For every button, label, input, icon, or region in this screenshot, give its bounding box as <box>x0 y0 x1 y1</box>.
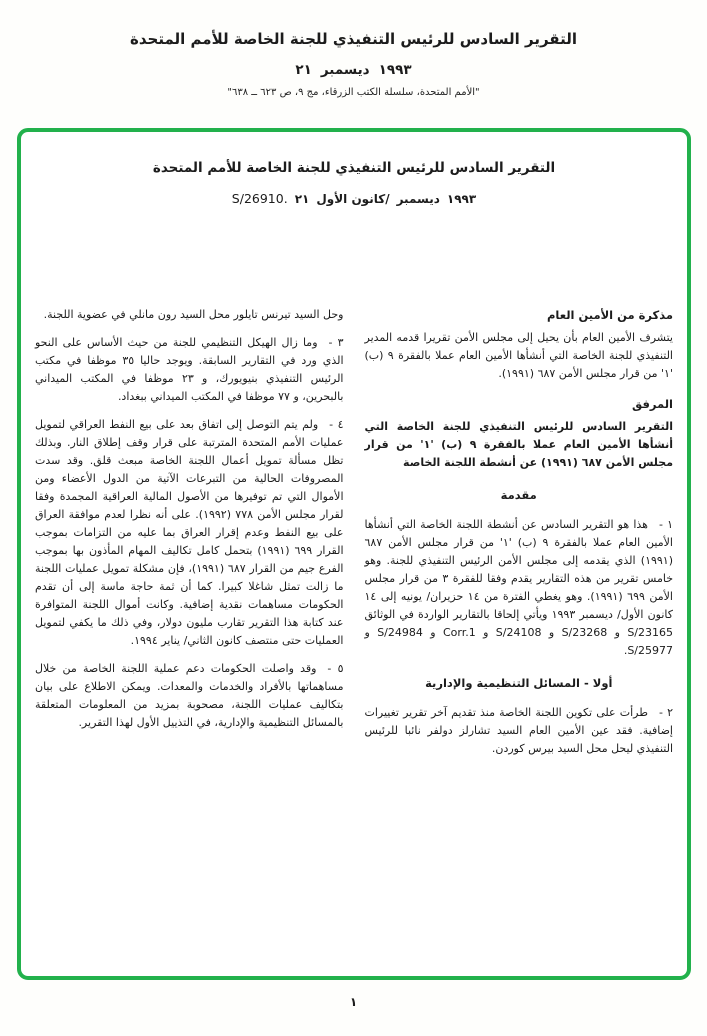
paragraph-3: ٣ - وما زال الهيكل التنظيمي للجنة من حيث الأساس على النحو الذي ورد في التقارير السابقة. ويوجد حاليا ٣٥ موظفا في مكتب الرئيس التنفيذي بنيويورك، و ٢٣ موظفا في المكتب الميداني بالبحرين، و ٧٧ موظفا في المكتب الميداني ببغداد. <box>35 336 344 403</box>
doc-title: التقرير السادس للرئيس التنفيذي للجنة الخاصة للأمم المتحدة <box>152 160 556 176</box>
doc-date-month-alt: ديسمبر <box>396 192 440 206</box>
header-title: التقرير السادس للرئيس التنفيذي للجنة الخاصة للأمم المتحدة <box>130 30 577 48</box>
source-note: "الأمم المتحدة، سلسلة الكتب الزرقاء، مج ٩، ص ٦٢٣ ــ ٦٣٨" <box>227 87 480 98</box>
header-date-month: ديسمبر <box>320 62 370 78</box>
doc-date-month: كانون الأول/ <box>316 192 390 206</box>
report-border <box>17 128 691 980</box>
intro-heading: مقدمة <box>500 488 537 502</box>
memo-heading: مذكرة من الأمين العام <box>546 308 673 322</box>
doc-symbol-line <box>21 191 687 206</box>
page-number: ١ <box>349 995 358 1009</box>
doc-symbol: S/26910. <box>231 191 288 206</box>
paragraph-1: ١ - هذا هو التقرير السادس عن أنشطة اللجنة الخاصة التي أنشأها الأمين العام عملا بالفقرة ٩ (ب) '١' من قرار مجلس الأمن ٦٨٧ (١٩٩١) الذي يقدمه إلى مجلس الأمن الرئيس التنفيذي للجنة. وهو خامس تقرير من هذه التقارير يقدم وفقا للفقرة ٣ من قرار مجلس الأمن ٦٩٩ (١٩٩١). وهو يغطي الفترة من ١٤ حزيران/ يونيه إلى ١٤ كانون الأول/ ديسمبر ١٩٩٣ ويأتي إلحاقا بالتقارير الواردة في الوثائق S/23165 و S/23268 و S/24108 و Corr.1 و S/24984 و S/25977. <box>364 518 674 657</box>
two-column-body <box>21 306 687 768</box>
header-date <box>0 62 707 78</box>
header-date-year: ١٩٩٣ <box>378 62 412 78</box>
doc-date-day: ٢١ <box>294 192 310 206</box>
column-second <box>35 306 344 768</box>
memo-paragraph: يتشرف الأمين العام بأن يحيل إلى مجلس الأمن تقريرا قدمه المدير التنفيذي للجنة الخاصة التي أنشأها الأمين العام عملا بالفقرة ٩ (ب) '١' من قرار مجلس الأمن ٦٨٧ (١٩٩١). <box>364 331 673 380</box>
annex-heading: المرفق <box>631 397 673 411</box>
paragraph-2b: وحل السيد تيرنس تايلور محل السيد رون مانلي في عضوية اللجنة. <box>43 308 344 321</box>
annex-paragraph: التقرير السادس للرئيس التنفيذي للجنة الخاصة التي أنشأها الأمين العام عملا بالفقرة ٩ (ب) '١' من قرار مجلس الأمن ٦٨٧ (١٩٩١) عن أنشطة اللجنة الخاصة <box>364 420 673 469</box>
paragraph-2a: ٢ - طرأت على تكوين اللجنة الخاصة منذ تقديم آخر تقرير تغييرات إضافية. فقد عين الأمين العام السيد تشارلز دولفر نائبا للرئيس التنفيذي ليحل محل السيد بيرس كوردن. <box>364 706 673 755</box>
column-first <box>365 306 674 768</box>
section-1-heading: أولا - المسائل التنظيمية والإدارية <box>425 676 613 690</box>
header-date-day: ٢١ <box>295 62 312 78</box>
doc-date-year: ١٩٩٣ <box>446 192 477 206</box>
paragraph-4: ٤ - ولم يتم التوصل إلى اتفاق بعد على بيع النفط العراقي لتمويل عمليات الأمم المتحدة المترتبة على قرار وقف إطلاق النار. وبذلك تظل مسألة تمويل أعمال اللجنة الخاصة مبعث قلق. وقد سدت المصروفات الحالية من التبرعات الآتية من الدول الأعضاء ومن الأموال التي تم توفيرها من الأصول المالية العراقية المجمدة وفقا لقرار مجلس الأمن ٧٧٨ (١٩٩٢). على أنه نظرا لعدم موافقة العراق على بيع النفط وعدم إقرار العراق بما عليه من التزامات بموجب القرار ٦٩٩ (١٩٩١) بتحمل كامل تكاليف المهام المأذون بها بموجب الفرع جيم من القرار ٦٨٧ (١٩٩١)، فإن مشكلة تمويل عمليات اللجنة ما زالت تمثل شاغلا كبيرا. كما أن ثمة حاجة ماسة إلى أن تقدم الحكومات مساهمات نقدية إضافية. وكانت أموال اللجنة المتوافرة عند كتابة هذا التقرير تقارب مليون دولار، وفي ذلك ما يكفي لتمويل العمليات حتى منتصف كانون الثاني/ يناير ١٩٩٤. <box>35 418 344 647</box>
page-header <box>0 0 707 98</box>
paragraph-5: ٥ - وقد واصلت الحكومات دعم عملية اللجنة الخاصة من خلال مساهماتها بالأفراد والخدمات والمعدات. ويمكن الاطلاع على بيان بتكاليف عمليات اللجنة، مصحوبة بمزيد من المعلومات المتعلقة بالمسائل التنظيمية والإدارية، في التذييل الأول لهذا التقرير. <box>35 662 344 729</box>
